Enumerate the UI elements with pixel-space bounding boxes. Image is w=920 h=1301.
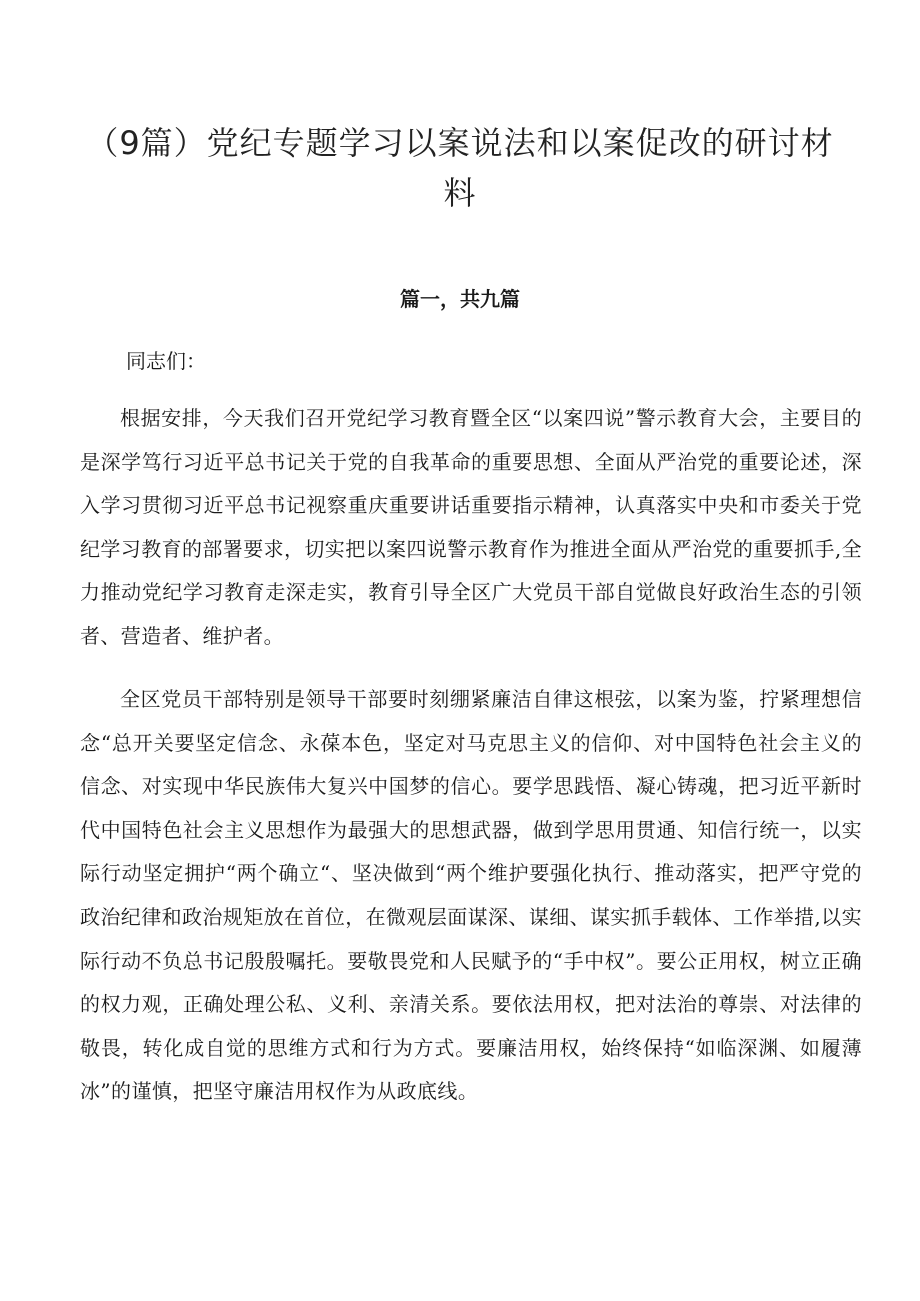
- section-heading: 篇一，共九篇: [400, 287, 520, 311]
- body-paragraph-1: 根据安排，今天我们召开党纪学习教育暨全区“以案四说”警示教育大会，主要目的是深学笃行习近平总书记关于党的自我革命的重要思想、全面从严治党的重要论述，深入学习贯彻习近平总书记视察重庆重要讲话重要指示精神，认真落实中央和市委关于党纪学习教育的部署要求，切实把以案四说警示教育作为推进全面从严治党的重要抓手,全力推动党纪学习教育走深走实，教育引导全区广大党员干部自觉做良好政治生态的引领者、营造者、维护者。: [80, 406, 862, 648]
- salutation: 同志们：: [126, 349, 206, 373]
- body-paragraph-2: 全区党员干部特别是领导干部要时刻绷紧廉洁自律这根弦，以案为鉴，拧紧理想信念“总开关要坚定信念、永葆本色，坚定对马克思主义的信仰、对中国特色社会主义的信念、对实现中华民族伟大复兴中国梦的信心。要学思践悟、凝心铸魂，把习近平新时代中国特色社会主义思想作为最强大的思想武器，做到学思用贯通、知信行统一，以实际行动坚定拥护“两个确立“、坚决做到“两个维护要强化执行、推动落实，把严守党的政治纪律和政治规矩放在首位，在微观层面谋深、谋细、谋实抓手载体、工作举措,以实际行动不负总书记殷殷嘱托。要敬畏党和人民赋予的“手中权”。要公正用权，树立正确的权力观，正确处理公私、义利、亲清关系。要依法用权，把对法治的尊崇、对法律的敬畏，转化成自觉的思维方式和行为方式。要廉洁用权，始终保持“如临深渊、如履薄冰”的谨慎，把坚守廉洁用权作为从政底线。: [80, 687, 862, 1104]
- document-title: （9篇）党纪专题学习以案说法和以案促改的研讨材料: [86, 124, 834, 212]
